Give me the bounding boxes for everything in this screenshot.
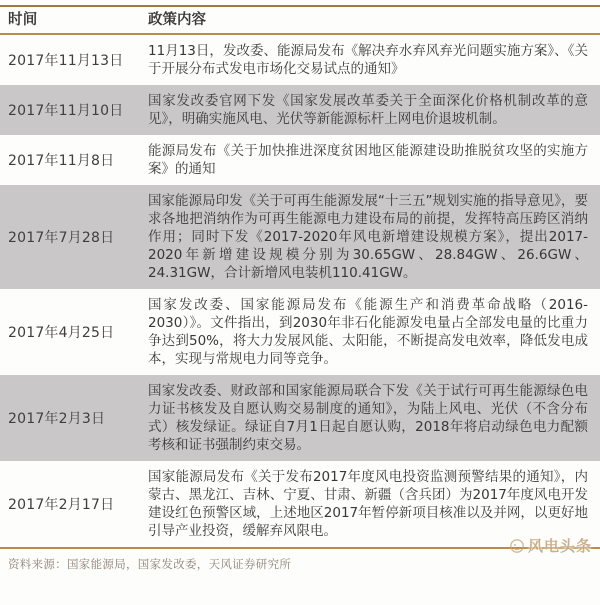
table-row <box>0 135 600 185</box>
watermark-text: 风电头条 <box>527 537 592 555</box>
date-cell: 2017年7月28日 <box>8 230 115 246</box>
header-content: 政策内容 <box>148 12 206 28</box>
policy-cell: 国家能源局发布《关于发布2017年度风电投资监测预警结果的通知》，内蒙古、黑龙江、吉林、宁夏、甘肃、新疆（含兵团）为2017年度风电开发建设红色预警区域，上述地区2017年暂停新项目核准以及并网，以更好地引导产业投资，缓解弃风限电。 <box>148 469 588 539</box>
date-cell: 2017年2月3日 <box>8 411 106 427</box>
table-footer-area <box>0 537 600 555</box>
date-cell: 2017年11月8日 <box>8 153 115 169</box>
table-row <box>0 185 600 289</box>
policy-cell: 国家发改委、财政部和国家能源局联合下发《关于试行可再生能源绿色电力证书核发及自愿认购交易制度的通知》，为陆上风电、光伏（不含分布式）核发绿证。绿证自7月1日起自愿认购，2018年将启动绿色电力配额考核和证书强制约束交易。 <box>148 383 588 453</box>
date-cell: 2017年4月25日 <box>8 325 115 341</box>
table-row <box>0 375 600 461</box>
wind-headline-logo-icon <box>509 538 525 554</box>
policy-cell: 能源局发布《关于加快推进深度贫困地区能源建设助推脱贫攻坚的实施方案》的通知 <box>148 143 588 177</box>
header-time: 时间 <box>8 12 38 28</box>
date-cell: 2017年11月10日 <box>8 103 124 119</box>
table-row <box>0 85 600 135</box>
policy-cell: 11月13日，发改委、能源局发布《解决弃水弃风弃光问题实施方案》、《关于开展分布式发电市场化交易试点的通知》 <box>148 43 588 77</box>
policy-cell: 国家能源局印发《关于可再生能源发展“十三五”规划实施的指导意见》，要求各地把消纳作为可再生能源电力建设布局的前提，发挥特高压跨区消纳作用；同时下发《2017-2020年风电新增建设规模方案》，提出2017-2020年新增建设规模分别为30.65GW、28.84GW、26.6GW、24.31GW，合计新增风电装机110.41GW。 <box>148 193 588 281</box>
policy-cell: 国家发改委官网下发《国家发展改革委关于全面深化价格机制改革的意见》，明确实施风电、光伏等新能源标杆上网电价退坡机制。 <box>148 93 588 127</box>
table-header <box>0 7 600 33</box>
table-row <box>0 35 600 85</box>
watermark <box>509 535 592 556</box>
policy-cell: 国家发改委、国家能源局发布《能源生产和消费革命战略（2016-2030）》。文件指出，到2030年非石化能源发电量占全部发电量的比重力争达到50%，将大力发展风能、太阳能，不断提高发电效率，降低发电成本，实现与常规电力同等竞争。 <box>148 297 588 367</box>
date-cell: 2017年2月17日 <box>8 497 115 513</box>
source-note: 资料来源：国家能源局，国家发改委，天风证券研究所 <box>8 557 292 571</box>
table-row <box>0 289 600 375</box>
date-cell: 2017年11月13日 <box>8 53 124 69</box>
policy-table <box>0 5 600 605</box>
